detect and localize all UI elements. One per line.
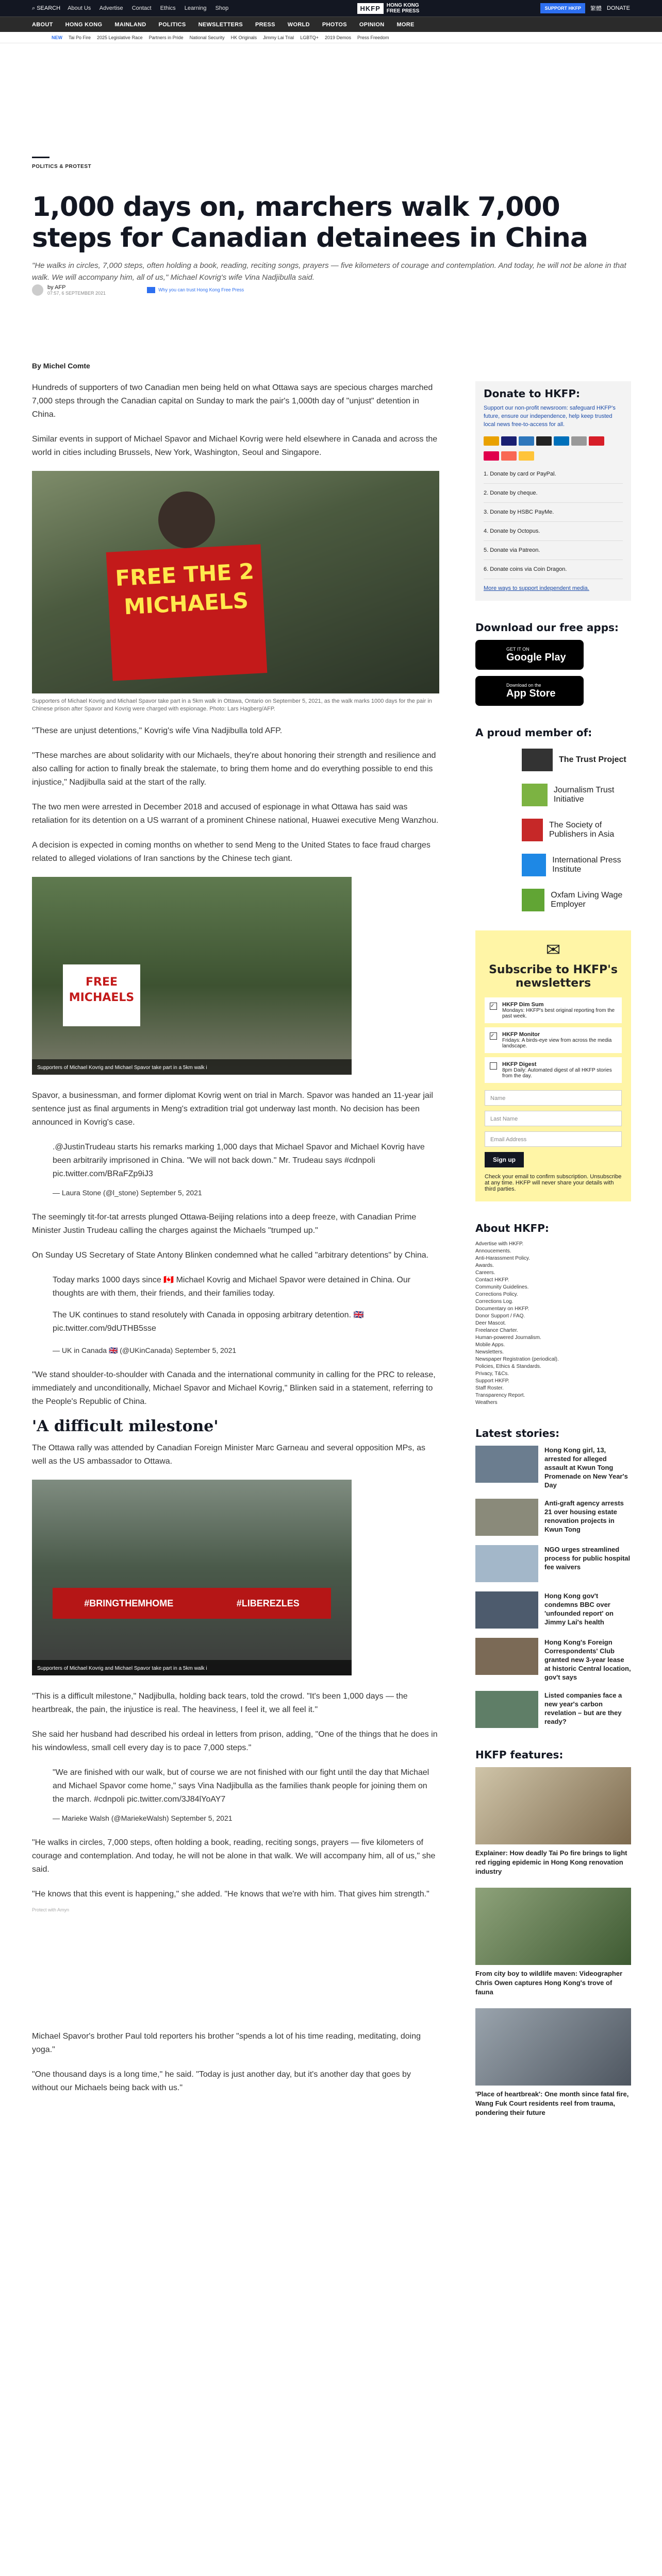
newsletter-note: Check your email to confirm subscription. Unsubscribe at any time. HKFP will never share your details with third parties. (485, 1174, 622, 1192)
newsletter-title: Subscribe to HKFP's newsletters (489, 963, 618, 990)
payment-logo (554, 436, 569, 446)
nav-hong-kong[interactable]: HONG KONG (65, 21, 103, 28)
nav-opinion[interactable]: OPINION (359, 21, 385, 28)
member-label: The Trust Project (559, 755, 626, 764)
nav-mainland[interactable]: MAINLAND (114, 21, 146, 28)
link-about-us[interactable]: About Us (68, 5, 91, 11)
about-link[interactable]: Transparency Report. (475, 1393, 525, 1398)
oxfam-logo (522, 889, 544, 911)
app-store-button[interactable] (475, 676, 584, 706)
story-thumbnail (475, 1446, 538, 1483)
sidebar (475, 381, 631, 2129)
embedded-tweet[interactable] (32, 1766, 439, 1825)
story-headline: Listed companies face a new year's carbon revelation – but are they ready? (544, 1691, 622, 1725)
apps-title: Download our free apps: (475, 621, 619, 634)
article-title: 1,000 days on, marchers walk 7,000 steps for Canadian detainees in China (32, 192, 588, 253)
logo[interactable] (357, 3, 420, 14)
byline (32, 284, 244, 296)
top-actions (540, 3, 630, 13)
member-trust-project[interactable] (522, 745, 631, 775)
payment-logo (484, 451, 499, 461)
getty-caption: Supporters of Michael Kovrig and Michael Spavor take part in a 5km walk i (37, 1666, 207, 1671)
tweet-text: Today marks 1000 days since 🇨🇦 Michael Kovrig and Michael Spavor were detained in China. Our thoughts are with them, their friends, and their families today. (53, 1276, 411, 1298)
paragraph: A decision is expected in coming months on whether to send Meng to the United States to face fraud charges related to alleged violations of Iran sanctions by the Chinese tech giant. (32, 841, 431, 863)
getty-credit: gettyimages (37, 1078, 68, 1084)
nav-newsletters[interactable]: NEWSLETTERS (198, 21, 243, 28)
donate-more-link[interactable]: More ways to support independent media. (484, 585, 589, 591)
sign-up-button[interactable]: Sign up (485, 1152, 524, 1167)
newsletter-desc: 8pm Daily: Automated digest of all HKFP stories from the day. (502, 1067, 612, 1079)
embedded-tweet[interactable] (32, 1274, 439, 1357)
ticker-item[interactable]: Partners in Pride (148, 35, 184, 40)
about-link[interactable]: Annoucements. (475, 1248, 511, 1254)
ad-note: Protect with Amyn (32, 1907, 70, 1912)
gplay-label: Google Play (506, 651, 566, 663)
paragraph: The two men were arrested in December 2018 and accused of espionage in what Ottawa has said was retaliation for its detention on a US warrant of a prominent Chinese national, Huawei executive Meng Wanzhou. (32, 803, 439, 825)
tweet-attribution[interactable]: — Laura Stone (@l_stone) September 5, 2021 (53, 1189, 202, 1197)
getty-caption: Supporters of Michael Kovrig and Michael Spavor take part in a 5km walk i (37, 1065, 207, 1071)
gplay-small: GET IT ON (506, 646, 529, 652)
appstore-label: App Store (506, 687, 556, 699)
trust-link[interactable] (147, 287, 244, 293)
about-link[interactable]: Human-powered Journalism. (475, 1335, 541, 1341)
payment-logo (519, 436, 534, 446)
story-thumbnail (475, 1545, 538, 1582)
story-thumbnail (475, 1499, 538, 1536)
last-name-field[interactable]: Last Name (485, 1111, 622, 1126)
march-photo (32, 471, 439, 693)
apps-widget (475, 621, 631, 706)
ticker-item[interactable]: Tai Po Fire (69, 35, 91, 40)
about-link[interactable]: Deer Mascot. (475, 1320, 506, 1326)
getty-caption-bar (32, 1660, 352, 1685)
utility-links (68, 5, 236, 11)
jti-logo (522, 784, 548, 806)
nav-world[interactable]: WORLD (287, 21, 310, 28)
story-headline: NGO urges streamlined process for public hospital fee waivers (544, 1546, 631, 1571)
checkbox[interactable] (490, 1062, 497, 1070)
ticker-item[interactable]: HK Originals (230, 35, 257, 40)
ticker-item[interactable]: 2025 Legislative Race (97, 35, 143, 40)
features-title: HKFP features: (475, 1749, 564, 1761)
paragraph: The Ottawa rally was attended by Canadian Foreign Minister Marc Garneau and several opposition MPs, as well as the US ambassador to Ottawa. (32, 1444, 426, 1466)
newsletter-widget (475, 930, 631, 1201)
story-headline: Hong Kong girl, 13, arrested for alleged assault at Kwun Tong Promenade on New Year's Day (544, 1446, 628, 1489)
members-title: A proud member of: (475, 726, 592, 739)
payment-logo (589, 436, 604, 446)
tweet-text: The UK continues to stand resolutely with Canada in opposing arbitrary detention. 🇬🇧 pic.twitter.com/9dUTHB5sse (53, 1311, 364, 1333)
latest-story[interactable] (475, 1591, 631, 1629)
member-jti[interactable] (522, 780, 631, 810)
about-link[interactable]: Advertise with HKFP. (475, 1241, 524, 1247)
banner-text: #BRINGTHEMHOME (84, 1598, 174, 1608)
paragraph: Hundreds of supporters of two Canadian men being held on what Ottawa says are specious charges marched 7,000 steps through the Canadian capital on Sunday to mark the pair's 1,000th day of "unjust" detention in China. (32, 383, 433, 419)
topic-ticker (0, 32, 662, 43)
tweet-text: .@JustinTrudeau starts his remarks marking 1,000 days that Michael Spavor and Michael Kovrig have been arbitrarily imprisoned in China. "We will not back down." Mr. Trudeau says #cdnpoli pic.twitter.com/BRaFZp9iJ3 (53, 1143, 425, 1178)
story-thumbnail (475, 1691, 538, 1728)
sopa-logo (522, 819, 543, 841)
trust-label: Why you can trust Hong Kong Free Press (158, 287, 244, 293)
trust-project-logo (522, 749, 553, 771)
tweet-attribution[interactable]: — Marieke Walsh (@MariekeWalsh) September 5, 2021 (53, 1814, 233, 1822)
top-links (32, 5, 236, 12)
paragraph: She said her husband had described his ordeal in letters from prison, adding, "One of the things that he does in his windowless, small cell every day is to pace 7,000 steps." (32, 1730, 438, 1752)
latest-title: Latest stories: (475, 1427, 560, 1439)
about-link[interactable]: Contact HKFP. (475, 1277, 509, 1283)
member-sopa[interactable] (522, 815, 631, 845)
nav-press[interactable]: PRESS (255, 21, 275, 28)
publish-date: 07:57, 6 SEPTEMBER 2021 (47, 291, 106, 296)
feature-story[interactable] (475, 2008, 631, 2117)
latest-story[interactable] (475, 1638, 631, 1682)
about-link[interactable]: Privacy, T&Cs. (475, 1371, 509, 1377)
newsletter-name: HKFP Monitor (502, 1031, 540, 1038)
language-switch[interactable]: 繁體 (590, 6, 602, 12)
paragraph: Spavor, a businessman, and former diplomat Kovrig went on trial in March. Spavor was handed an 11-year jail sentence just as final arguments in Meng's extradition trial got underway last month. No decision has been announced in Kovrig's case. (32, 1091, 433, 1127)
member-label: The Society of Publishers in Asia (549, 821, 615, 839)
donate-widget (475, 381, 631, 601)
ticker-item[interactable]: Press Freedom (357, 35, 389, 40)
link-shop[interactable]: Shop (215, 5, 229, 11)
newsletter-monitor[interactable] (485, 1027, 622, 1053)
link-ethics[interactable]: Ethics (160, 5, 176, 11)
link-contact[interactable]: Contact (131, 5, 152, 11)
link-learning[interactable]: Learning (184, 5, 207, 11)
story-thumbnail (475, 1638, 538, 1675)
donate-text: Support our non-profit newsroom: safeguard HKFP's future, ensure our independence, help keep trusted local news free-to-access for all. (484, 405, 616, 428)
name-field[interactable]: Name (485, 1090, 622, 1106)
ticker-item[interactable]: National Security (189, 35, 225, 40)
logo-box: HKFP (357, 3, 384, 14)
free-michaels-sign: FREE MICHAELS (63, 964, 140, 1026)
ticker-new-label: NEW (52, 35, 62, 40)
main-nav (0, 16, 662, 32)
newsletter-dim-sum[interactable] (485, 997, 622, 1023)
donate-option-cheque[interactable]: 2. Donate by cheque. (484, 484, 623, 503)
free-the-michaels-sign: FREE THE 2 MICHAELS (106, 544, 268, 681)
feature-story[interactable] (475, 1888, 631, 1997)
ipi-logo (522, 854, 546, 876)
paragraph: "One thousand days is a long time," he said. "Today is just another day, but it's another day that goes by without our Michaels being back with us." (32, 2070, 411, 2092)
donate-options (484, 465, 623, 579)
google-play-button[interactable] (475, 640, 584, 670)
member-label: Oxfam Living Wage Employer (551, 891, 623, 909)
features-widget (475, 1749, 631, 2117)
top-bar (0, 0, 662, 16)
member-ipi[interactable] (522, 850, 631, 880)
payment-logo (501, 451, 517, 461)
getty-credit: gettyimages (37, 1679, 68, 1685)
paragraph: On Sunday US Secretary of State Antony Blinken condemned what he called "arbitrary detentions" by China. (32, 1251, 429, 1260)
latest-story[interactable] (475, 1691, 631, 1728)
about-link[interactable]: Newspaper Registration (periodical). (475, 1357, 559, 1362)
ticker-item[interactable]: Jimmy Lai Trial (263, 35, 294, 40)
story-headline: Hong Kong's Foreign Correspondents' Club granted new 3-year lease at historic Central location, gov't says (544, 1638, 631, 1681)
latest-story[interactable] (475, 1545, 631, 1582)
payment-logo (536, 436, 552, 446)
logo-text: HONG KONG FREE PRESS (386, 3, 420, 14)
byline-author[interactable]: by AFP (47, 284, 66, 291)
paragraph: Similar events in support of Michael Spavor and Michael Kovrig were held elsewhere in Canada and across the world in cities including Brussels, New York, Washington, Seoul and Singapore. (32, 435, 438, 457)
about-link[interactable]: Policies, Ethics & Standards. (475, 1364, 541, 1369)
paragraph: "We stand shoulder-to-shoulder with Canada and the international community in calling for the PRC to release, immediately and unconditionally, Michael Spavor and Michael Kovrig," Blinken said in a statement, referring to the People's Republic of China. (32, 1370, 436, 1406)
getty-caption-bar (32, 1059, 352, 1084)
paragraph: Michael Spavor's brother Paul told reporters his brother "spends a lot of his time reading, meditating, doing yoga." (32, 2032, 421, 2054)
story-headline: Hong Kong gov't condemns BBC over 'unfounded report' on Jimmy Lai's health (544, 1592, 614, 1626)
about-link[interactable]: Community Guidelines. (475, 1284, 529, 1290)
payment-logo (501, 436, 517, 446)
story-headline: Anti-graft agency arrests 21 over housing estate renovation projects in Kwun Tong (544, 1499, 624, 1533)
latest-story[interactable] (475, 1499, 631, 1536)
nav-photos[interactable]: PHOTOS (322, 21, 347, 28)
search-link[interactable]: ⌕ SEARCH (32, 5, 61, 11)
latest-story[interactable] (475, 1446, 631, 1489)
protester-figure (158, 492, 215, 548)
paragraph: "These marches are about solidarity with our Michaels, they're about honoring their strength and resilience and also calling for action to finally break the stalemate, to bring them home and do everything possible to end this injustice," Nadjibulla said at the start of the rally. (32, 751, 436, 787)
paragraph: "This is a difficult milestone," Nadjibulla, holding back tears, told the crowd. "It's been 1,000 days — the heartbreak, the pain, the injustice is real. The heaviness, I feel it, we all feel it." (32, 1692, 408, 1714)
donate-link[interactable]: DONATE (606, 5, 630, 11)
payment-logo (571, 436, 587, 446)
latest-widget (475, 1427, 631, 1728)
paragraph: "He walks in circles, 7,000 steps, often holding a book, reading, reciting songs, prayers — five kilometers of courage and contemplation. And today, he will not be alone in that walk. We will accompany him, all of us," she said. (32, 1838, 436, 1874)
checkbox[interactable]: ✓ (490, 1032, 497, 1040)
story-thumbnail (475, 1591, 538, 1629)
envelope-icon: ✉ (545, 940, 561, 960)
support-button[interactable]: SUPPORT HKFP (540, 3, 585, 13)
about-link[interactable]: Documentary on HKFP. (475, 1306, 529, 1312)
article-author: By Michel Comte (32, 362, 90, 370)
feature-image (475, 1767, 631, 1844)
about-link[interactable]: Freelance Charter. (475, 1328, 518, 1333)
getty-photo-1 (32, 877, 352, 1084)
feature-headline: 'Place of heartbreak': One month since fatal fire, Wang Fuk Court residents reel from trauma, pondering their future (475, 2090, 629, 2116)
ticker-item[interactable]: LGBTQ+ (300, 35, 319, 40)
about-widget (475, 1222, 631, 1406)
nav-politics[interactable]: POLITICS (158, 21, 186, 28)
rally-banner (53, 1588, 331, 1619)
about-link[interactable]: Corrections Log. (475, 1299, 514, 1304)
search-label: SEARCH (37, 5, 61, 11)
member-oxfam[interactable] (522, 885, 631, 915)
donate-option-coins[interactable]: 6. Donate coins via Coin Dragon. (484, 560, 623, 579)
ticker-item[interactable]: 2019 Demos (324, 35, 351, 40)
paragraph: "These are unjust detentions," Kovrig's wife Vina Nadjibulla told AFP. (32, 726, 283, 735)
newsletter-digest[interactable] (485, 1057, 622, 1083)
newsletter-name: HKFP Digest (502, 1061, 537, 1067)
donate-option-octopus[interactable]: 4. Donate by Octopus. (484, 522, 623, 541)
paragraph: The seemingly tit-for-tat arrests plunged Ottawa-Beijing relations into a deep freeze, with Canadian Prime Minister Justin Trudeau calling the charges against the Michaels "trumped up." (32, 1213, 417, 1235)
newsletter-name: HKFP Dim Sum (502, 1002, 544, 1008)
newsletter-desc: Mondays: HKFP's best original reporting from the past week. (502, 1008, 615, 1019)
tweet-text: "We are finished with our walk, but of course we are not finished with our fight until the day that Michael and Michael Spavor come home," says Vina Nadjibulla as the families thank people for joining them on the march. #cdnpoli pic.twitter.com/3J84lYoAY7 (53, 1768, 429, 1804)
article-category[interactable]: POLITICS & PROTEST (32, 164, 92, 170)
embedded-tweet[interactable] (32, 1141, 439, 1199)
email-field[interactable]: Email Address (485, 1131, 622, 1147)
member-label: International Press Institute (552, 856, 621, 874)
feature-image (475, 1888, 631, 1965)
nav-about[interactable]: ABOUT (32, 21, 53, 28)
about-link[interactable]: Mobile Apps. (475, 1342, 505, 1348)
donate-option-card[interactable]: 1. Donate by card or PayPal. (484, 465, 623, 484)
memberships-widget (475, 726, 631, 915)
paragraph: "He knows that this event is happening," she added. "He knows that we're with him. That gives him strength." (32, 1890, 429, 1899)
feature-image (475, 2008, 631, 2086)
section-heading: 'A difficult milestone' (32, 1417, 219, 1435)
donate-option-payme[interactable]: 3. Donate by HSBC PayMe. (484, 503, 623, 522)
article-standfirst: "He walks in circles, 7,000 steps, often holding a book, reading, reciting songs, prayers — five kilometers of courage and contemplation. And today, he will not be alone in that walk. We will accompany him, all of us," Michael Kovrig's wife Vina Nadjibulla said. (32, 261, 626, 282)
photo-caption: Supporters of Michael Kovrig and Michael Spavor take part in a 5km walk in Ottawa, Ontario on September 5, 2021, as the walk marks 1000 days for the pair in Chinese prison after Spavor and Kovrig were charged with espionage. Photo: Lars Hagberg/AFP. (32, 698, 432, 712)
about-link[interactable]: Newsletters. (475, 1349, 504, 1355)
feature-headline: From city boy to wildlife maven: Videographer Chris Owen captures Hong Kong's trove of fauna (475, 1970, 623, 1996)
about-link[interactable]: Corrections Policy. (475, 1292, 518, 1297)
about-link[interactable]: Staff Roster. (475, 1385, 504, 1391)
donate-option-patreon[interactable]: 5. Donate via Patreon. (484, 541, 623, 560)
about-title: About HKFP: (475, 1222, 549, 1234)
about-list (475, 1241, 631, 1406)
about-link[interactable]: Awards. (475, 1263, 494, 1268)
appstore-small: Download on the (506, 682, 541, 688)
feature-story[interactable] (475, 1767, 631, 1876)
payment-logo (519, 451, 534, 461)
tweet-attribution[interactable]: — UK in Canada 🇬🇧 (@UKinCanada) September 5, 2021 (53, 1346, 237, 1354)
getty-photo-2 (32, 1480, 352, 1685)
author-avatar (32, 284, 43, 296)
about-link[interactable]: Careers. (475, 1270, 495, 1276)
feature-headline: Explainer: How deadly Tai Po fire brings to light red rigging epidemic in Hong Kong renovation industry (475, 1849, 627, 1875)
about-link[interactable]: Support HKFP. (475, 1378, 509, 1384)
banner-text: #LIBEREZLES (236, 1598, 300, 1608)
about-link[interactable]: Anti-Harassment Policy. (475, 1256, 530, 1261)
article-body (32, 381, 439, 2106)
nav-more[interactable]: MORE (396, 21, 415, 28)
payment-logo (484, 436, 499, 446)
link-advertise[interactable]: Advertise (99, 5, 123, 11)
about-link[interactable]: Donor Support / FAQ. (475, 1313, 525, 1319)
checkbox[interactable]: ✓ (490, 1003, 497, 1010)
payment-logos (484, 435, 623, 465)
trust-icon (147, 287, 155, 293)
about-link[interactable]: Weathers (475, 1400, 498, 1405)
member-label: Journalism Trust Initiative (553, 786, 615, 804)
newsletter-desc: Fridays: A birds-eye view from across the media landscape. (502, 1038, 612, 1049)
donate-title: Donate to HKFP: (484, 387, 580, 400)
